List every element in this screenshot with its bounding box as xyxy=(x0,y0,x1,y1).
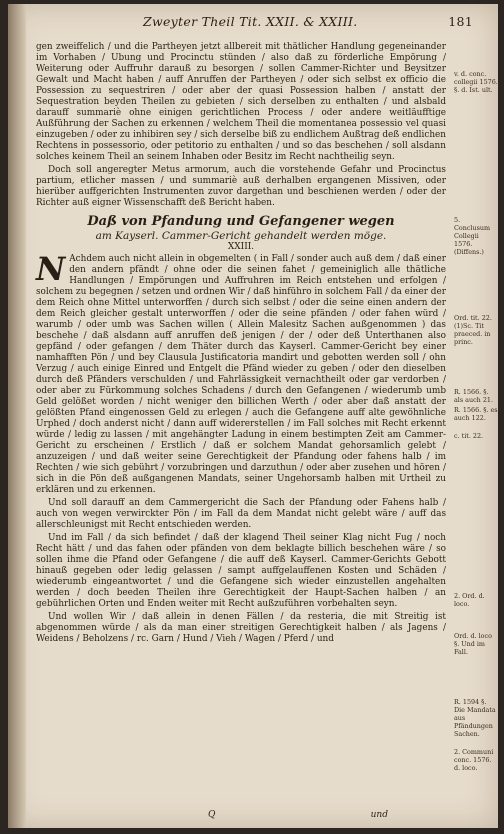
section-heading: Daß von Pfandung und Gefangener wegen xyxy=(87,214,395,229)
paragraph-3-text: Achdem auch nicht allein in obgemelten ( in Fall / sonder auch auß dem / daß einer den andern pfändt / ohne oder die seinen fahet / gemeiniglich alle thätliche Handlungen / Empörungen und Auffruhren im Reich entstehen und erfolgen / solchem zu begegnen / setzen und ordnen Wir / daß hinführo in solchem Fall / da einer der dem Reich ohne Mittel unterworffen / durch sich selbst / oder die seine einen andern der dem Reich gleicher gestalt unterworffen / oder die seine pfänden / oder fahen würd / warumb / oder umb was Sachen willen ( Allein Malesitz Sachen außgenommen ) das beschehe / daß alsdann auff anruffen deß jenigen / der / oder deß Unterthanen also gepfänd / oder gefangen / dem Thäter durch das Kayserl. Cammer-Gericht bey einer namhafften Pön / und bey Clausula Justificatoria mandirt und gebotten werden soll / ohn Verzug / auch einige Einred und Entgelt die Pfänd wieder zu geben / oder den dieselben durch deß Pfänders verschulden / und Fahrlässigkeit vernachtheilt oder gar verdorben / oder aber zu Fürkommung solches Schadens / durch den Gefangenen / wiederumb umb Geld gelößet worden / nicht weniger den billichen Werth / oder aber daß anstatt der gelößten Pfand eingenossen Geld zu erlegen / auch die Gefangene auff alte gewöhnliche Urphed / doch anderst nicht / dann auff widererstellen / im Fall solches mit Recht erkennt würde / ledig zu lassen / mit angehängter Ladung in einem bestimpten Zeit am Cammer-Gericht zu erscheinen / Erstlich / daß er solchem Mandat gehorsamlich gelebt / anzuzeigen / und daß weiter seine Gerechtigkeit der Pfandung oder fahens halb / im Rechten / wie sich gebührt / vorzubringen und darzuthun / oder aber zusehen und hören / sich in die Pön deß außgangenen Mandats, seiner Ungehorsamb halben mit Urtheil zu erklären und zu erkennen. xyxy=(36,254,446,495)
binding-gutter xyxy=(8,4,26,828)
section-number: XXIII. xyxy=(227,242,255,252)
section-subheading: am Kayserl. Cammer-Gericht gehandelt werden möge. xyxy=(95,230,387,242)
paragraph-3 xyxy=(36,250,446,496)
page-body xyxy=(36,42,446,647)
catchword: und xyxy=(370,810,388,820)
margin-note: Ord. tit. 22. (1)Sc. Tit praeced. in princ. xyxy=(454,314,492,346)
margin-note: Ord. d. loco §. Und im Fall. xyxy=(454,632,492,656)
margin-note: 2. Ord. d. loco. xyxy=(454,592,485,608)
signature-mark: Q xyxy=(208,810,216,820)
margin-note: R. 1566. §. als auch 21. xyxy=(454,388,493,404)
paragraph-2: Doch soll angeregter Metus armorum, auch die vorstehende Gefahr und Procinctus partium, etlicher massen / und summariè auß derhalben ergangenen Missiven, oder hierüber auffgerichten Instrumenten zuvor dargethan und beschienen werden / oder der Richter auß eigner Wissenschafft deß Bericht haben. xyxy=(36,165,446,208)
paragraph-5: Und im Fall / da sich befindet / daß der klagend Theil seiner Klag nicht Fug / noch Recht hätt / und das fahen oder pfänden von dem beklagte billich beschehen wäre / so sollen ihme die Pfand oder Gefangene / die auff deß Kayserl. Cammer-Gerichts Gebott hinauß gegeben oder ledig gelassen / sampt auffgelauffenen Kosten und Schäden / wiederumb eingeantwortet / und die Gefangene sich wieder einzustellen angehalten werden / doch beeden Theilen ihre Gerechtigkeit der Haupt-Sachen halben / an gebührlichen Orten und Enden weiter mit Recht außzuführen vorbehalten seyn. xyxy=(36,533,446,609)
page-number: 181 xyxy=(448,14,473,29)
book-page xyxy=(8,4,498,828)
running-header xyxy=(63,14,473,34)
margin-note: c. tit. 22. xyxy=(454,432,484,440)
running-title: Zweyter Theil Tit. XXII. & XXIII. xyxy=(143,14,358,29)
paragraph-6: Und wollen Wir / daß allein in denen Fällen / da resteria, die mit Streitig ist abgenommen würde / als da man einer streitigen Gerechtigkeit halben / als Jagens / Weidens / Beholzens / rc. Garn / Hund / Vieh / Wagen / Pferd / und xyxy=(36,612,446,644)
margin-note: 2. Communi conc. 1576. d. loco. xyxy=(454,748,494,772)
margin-note: R. 1566. §. es auch 122. xyxy=(454,406,498,422)
margin-note: v. d. conc. collegii 1576. §. d. Ist. ult. xyxy=(454,70,498,94)
margin-note: 5. Conclusum Collegii 1576. (Diffens.) xyxy=(454,216,491,256)
paragraph-4: Und soll darauff an dem Cammergericht die Sach der Pfandung oder Fahens halb / auch von wegen verwirckter Pön / im Fall da dem Mandat nicht gelebt wäre / auff das allerschleunigst mit Recht entschieden werden. xyxy=(36,498,446,530)
drop-cap: N xyxy=(36,250,66,288)
margin-note: R. 1594 §. Die Mandata aus Pfändungen Sachen. xyxy=(454,698,496,738)
paragraph-1: gen zweiffelich / und die Partheyen jetzt allbereit mit thätlicher Handlung gegeneinander im Vorhaben / Ubung und Procinctu stünden / also daß zu förderliche Empörung / Weiterung oder Auffruhr darauß zu besorgen / sollen Cammer-Richter und Beysitzer Gewalt und Macht haben / auff Anruffen der Partheyen / oder sich selbst ex officio die Possession zu sequestriren / oder aber der quasi Possession halben / anstatt der Sequestration beyden Theilen zu gebieten / sich derselben zu enthalten / und alsbald darauff summariè ohne einigen gerichtlichen Process / oder andere weitläufftige Außführung der Sachen zu erkennen / welchem Theil die momentanea possessio vel quasi einzugeben / oder zu inhibiren sey / sich derselbe biß zu endlichem Außtrag deß endlichen Rechtens in possessorio, oder petitorio zu enthalten / und so das beschehen / soll alsdann solches keinem Theil an seinem Inhaben oder Besitz im Recht nachtheilig seyn. xyxy=(36,42,446,162)
